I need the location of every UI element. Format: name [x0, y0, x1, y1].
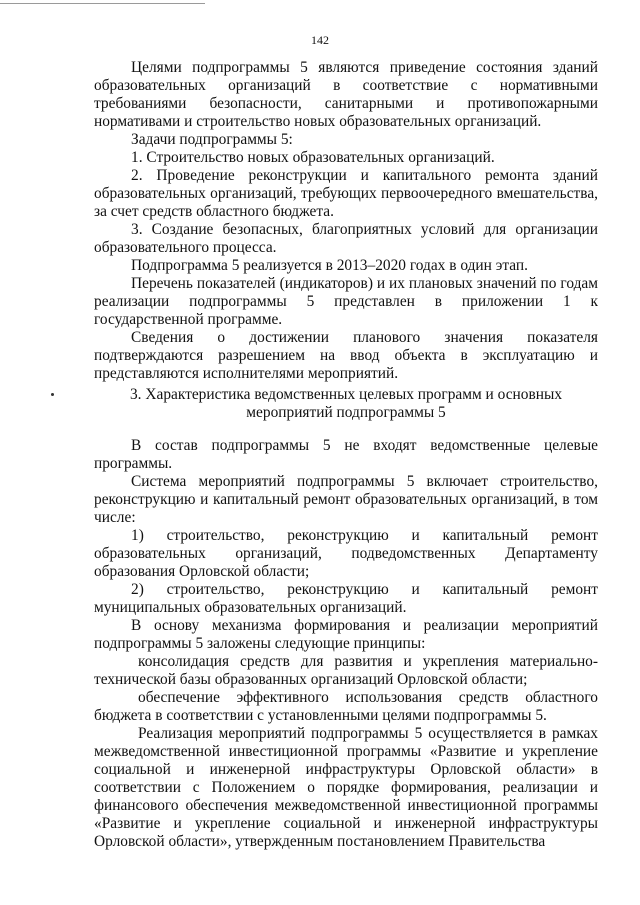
top-text-block	[94, 59, 598, 383]
section-heading-line-2: мероприятий подпрограммы 5	[246, 404, 446, 421]
paragraph-indicators: Перечень показателей (индикаторов) и их плановых значений по годам реализации подпрограммы 5 представлен в приложении 1 к государственной программе.	[94, 275, 598, 328]
paragraph-no-departmental: В состав подпрограммы 5 не входят ведомственные целевые программы.	[94, 437, 598, 472]
section-heading-line-1: 3. Характеристика ведомственных целевых программ и основных	[129, 386, 563, 403]
scan-edge-line	[0, 3, 205, 4]
paragraph-implementation: Реализация мероприятий подпрограммы 5 осуществляется в рамках межведомственной инвестиционной программы «Развитие и укрепление социальной и инженерной инфраструктуры Орловской области» в соответствии с Положением о порядке формирования, реализации и финансового обеспечения межведомственной инвестиционной программы «Развитие и укрепление социальной и инженерной инфраструктуры Орловской области», утвержденным постановлением Правительства	[94, 725, 598, 850]
paragraph-task-2: 2. Проведение реконструкции и капитального ремонта зданий образовательных организаций, требующих первоочередного вмешательства, за счет средств областного бюджета.	[94, 167, 598, 220]
scan-speck	[51, 393, 54, 396]
paragraph-item-1: 1) строительство, реконструкцию и капитальный ремонт образовательных организаций, подведомственных Департаменту образования Орловской области;	[94, 527, 598, 580]
paragraph-system: Система мероприятий подпрограммы 5 включает строительство, реконструкцию и капитальный ремонт образовательных организаций, в том числе:	[94, 473, 598, 526]
paragraph-task-1: 1. Строительство новых образовательных организаций.	[131, 149, 495, 166]
paragraph-tasks-header: Задачи подпрограммы 5:	[131, 131, 293, 148]
section-heading	[94, 386, 598, 422]
page-number: 142	[311, 33, 329, 47]
paragraph-task-3: 3. Создание безопасных, благоприятных условий для организации образовательного процесса.	[94, 221, 598, 256]
paragraph-efficiency: обеспечение эффективного использования средств областного бюджета в соответствии с установленными целями подпрограммы 5.	[94, 689, 598, 724]
paragraph-confirmation: Сведения о достижении планового значения показателя подтверждаются разрешением на ввод объекта в эксплуатацию и представляются исполнителями мероприятий.	[94, 329, 598, 382]
paragraph-item-2: 2) строительство, реконструкцию и капитальный ремонт муниципальных образовательных организаций.	[94, 581, 598, 616]
paragraph-goals: Целями подпрограммы 5 являются приведение состояния зданий образовательных организаций в соответствие с нормативными требованиями безопасности, санитарными и противопожарными нормативами и строительство новых образовательных организаций.	[94, 59, 598, 130]
paragraph-period: Подпрограмма 5 реализуется в 2013–2020 годах в один этап.	[131, 257, 528, 274]
paragraph-principles: В основу механизма формирования и реализации мероприятий подпрограммы 5 заложены следующие принципы:	[94, 617, 598, 652]
paragraph-consolidation: консолидация средств для развития и укрепления материально-технической базы образованных организаций Орловской области;	[94, 653, 598, 688]
bottom-text-block	[94, 437, 598, 851]
